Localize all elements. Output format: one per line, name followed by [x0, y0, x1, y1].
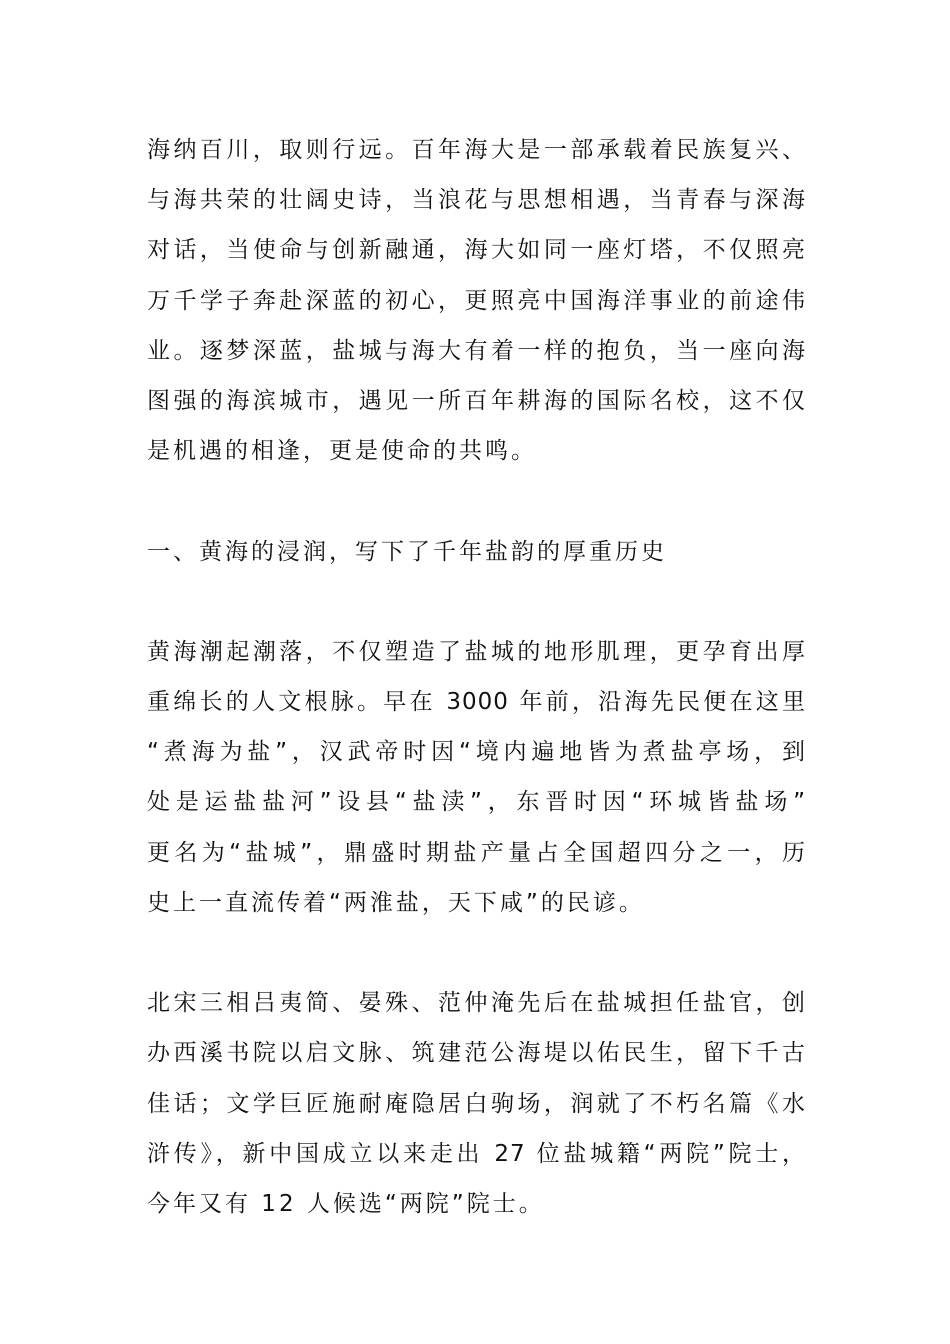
- text-line: 佳话；文学巨匠施耐庵隐居白驹场，润就了不朽名篇《水: [147, 1090, 806, 1117]
- section-heading: [147, 527, 806, 577]
- text-line: 史上一直流传着“两淮盐，天下咸”的民谚。: [147, 889, 645, 916]
- paragraph-gap: [147, 476, 806, 526]
- text-line: 处是运盐盐河”设县“盐渎”，东晋时因“环城皆盐场”: [147, 789, 806, 816]
- text-line: 重绵长的人文根脉。早在 3000 年前，沿海先民便在这里: [147, 689, 806, 716]
- paragraph: [147, 978, 806, 1229]
- text-line: 一、黄海的浸润，写下了千年盐韵的厚重历史: [147, 538, 667, 565]
- paragraph: [147, 125, 806, 476]
- paragraph-gap: [147, 577, 806, 627]
- text-line: 更名为“盐城”，鼎盛时期盐产量占全国超四分之一，历: [147, 839, 806, 866]
- text-line: 今年又有 12 人候选“两院”院士。: [147, 1190, 545, 1217]
- text-line: 图强的海滨城市，遇见一所百年耕海的国际名校，这不仅: [147, 387, 806, 414]
- text-line: 黄海潮起潮落，不仅塑造了盐城的地形肌理，更孕育出厚: [147, 638, 806, 665]
- text-line: 业。逐梦深蓝，盐城与海大有着一样的抱负，当一座向海: [147, 337, 806, 364]
- text-line: 办西溪书院以启文脉、筑建范公海堤以佑民生，留下千古: [147, 1040, 806, 1067]
- text-line: 对话，当使命与创新融通，海大如同一座灯塔，不仅照亮: [147, 237, 806, 264]
- text-line: 海纳百川，取则行远。百年海大是一部承载着民族复兴、: [147, 137, 806, 163]
- text-line: 北宋三相吕夷简、晏殊、范仲淹先后在盐城担任盐官，创: [147, 990, 806, 1017]
- text-line: 浒传》，新中国成立以来走出 27 位盐城籍“两院”院士，: [147, 1140, 806, 1167]
- text-line: 与海共荣的壮阔史诗，当浪花与思想相遇，当青春与深海: [147, 187, 806, 214]
- text-line: 万千学子奔赴深蓝的初心，更照亮中国海洋事业的前途伟: [147, 287, 806, 314]
- text-line: 是机遇的相逢，更是使命的共鸣。: [147, 438, 537, 465]
- paragraph-gap: [147, 928, 806, 978]
- document-page: [147, 125, 806, 1229]
- text-line: “煮海为盐”，汉武帝时因“境内遍地皆为煮盐亭场，到: [147, 739, 806, 766]
- paragraph: [147, 627, 806, 928]
